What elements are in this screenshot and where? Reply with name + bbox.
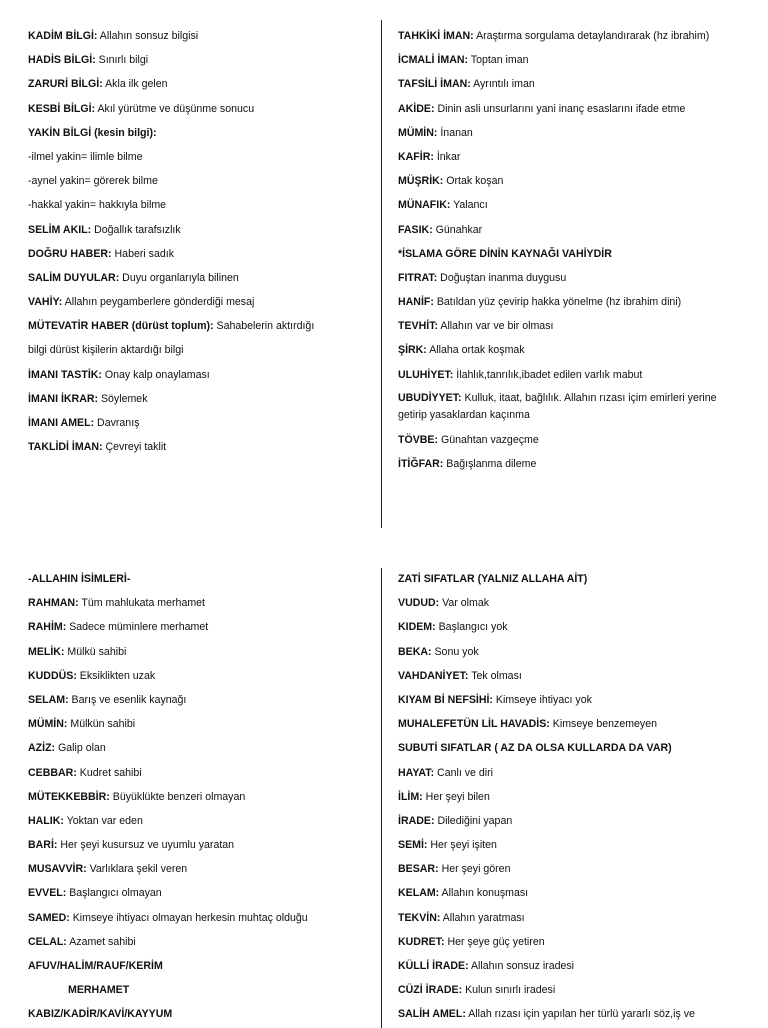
entry-definition: Galip olan (55, 742, 106, 755)
entry-term: KIYAM Bİ NEFSİHİ: (398, 693, 493, 706)
entry-term: MELİK: (28, 645, 65, 658)
entry-definition: Batıldan yüz çevirip hakka yönelme (hz ibrahim dini) (433, 296, 682, 309)
glossary-entry (398, 290, 748, 314)
entry-definition: Ortak koşan (443, 175, 504, 188)
entry-definition: Doğuştan inanma duygusu (437, 271, 567, 284)
entry-definition: Davranış (94, 417, 140, 429)
glossary-entry (398, 193, 748, 217)
column-divider-bottom (381, 568, 382, 1028)
glossary-entry (28, 290, 373, 314)
glossary-entry (28, 193, 373, 217)
entry-term: SAMED: (28, 911, 70, 924)
glossary-entry (398, 688, 748, 712)
glossary-entry (398, 615, 748, 639)
glossary-entry (398, 145, 748, 169)
entry-definition: Her şeyi gören (438, 863, 511, 876)
glossary-entry (28, 785, 373, 809)
entry-term: KABIZ/KADİR/KAVİ/KAYYUM (28, 1008, 173, 1021)
entry-definition: Yoktan var eden (63, 814, 143, 827)
glossary-entry (398, 591, 748, 615)
glossary-entry (398, 857, 748, 881)
glossary-entry (398, 72, 748, 96)
glossary-entry (398, 97, 748, 121)
glossary-entry (398, 785, 748, 809)
entry-definition: Allaha ortak koşmak (426, 344, 525, 357)
entry-term: AKİDE: (398, 102, 435, 115)
entry-definition: Araştırma sorgulama detaylandırarak (hz ibrahim) (473, 30, 710, 42)
glossary-entry (398, 266, 748, 290)
entry-definition: Mülkün sahibi (67, 718, 136, 731)
glossary-entry (398, 387, 748, 428)
entry-term: ŞİRK: (398, 344, 427, 357)
glossary-entry (28, 169, 373, 193)
glossary-entry (398, 314, 748, 338)
glossary-entry (398, 48, 748, 72)
entry-term: VAHİY: (28, 296, 63, 309)
entry-definition: -ilmel yakin= ilimle bilme (28, 150, 143, 163)
glossary-entry (398, 809, 748, 833)
entry-definition: Her şeyi bilen (422, 790, 490, 803)
glossary-entry (28, 314, 373, 338)
entry-definition: Büyüklükte benzeri olmayan (109, 790, 246, 803)
glossary-entry (398, 169, 748, 193)
entry-definition: Tek olması (468, 669, 522, 682)
entry-term: MERHAMET (68, 984, 130, 997)
entry-term: UBUDİYYET: (398, 391, 462, 404)
entry-definition: Başlangıcı yok (435, 621, 508, 634)
glossary-entry (28, 48, 373, 72)
entry-definition: Yalancı (450, 199, 488, 212)
entry-term: EVVEL: (28, 887, 67, 900)
glossary-entry (28, 24, 373, 48)
entry-term: RAHMAN: (28, 597, 79, 610)
entry-definition: Sınırlı bilgi (95, 54, 149, 67)
glossary-entry (28, 688, 373, 712)
entry-term: KAFİR: (398, 150, 434, 163)
entry-term: *İSLAMA GÖRE DİNİN KAYNAĞI VAHİYDİR (398, 247, 612, 260)
glossary-entry (28, 833, 373, 857)
entry-definition: Eksiklikten uzak (76, 669, 156, 682)
glossary-entry (398, 761, 748, 785)
entry-definition: Varlıklara şekil veren (86, 863, 188, 876)
glossary-entry (398, 712, 748, 736)
entry-term: SELAM: (28, 693, 69, 706)
entry-definition: Allahın var ve bir olması (438, 320, 554, 333)
entry-definition: Allahın sonsuz iradesi (468, 960, 575, 972)
entry-definition: Her şeyi işiten (427, 839, 497, 852)
entry-term: CEBBAR: (28, 766, 77, 779)
entry-term: SALİM DUYULAR: (28, 271, 120, 284)
entry-definition: Haberi sadık (111, 247, 174, 260)
glossary-entry (28, 387, 373, 411)
glossary-entry (28, 435, 373, 459)
entry-term: YAKİN BİLGİ (kesin bilgi): (28, 126, 157, 139)
glossary-entry (28, 411, 373, 435)
glossary-entry (398, 978, 748, 1002)
entry-definition: Barış ve esenlik kaynağı (68, 693, 187, 706)
entry-definition: Allahın konuşması (439, 887, 529, 900)
entry-definition: Canlı ve diri (434, 766, 493, 779)
entry-term: KADİM BİLGİ: (28, 30, 98, 42)
glossary-entry (28, 712, 373, 736)
entry-definition: Duyu organlarıyla bilinen (119, 271, 239, 284)
entry-term: FITRAT: (398, 271, 438, 284)
glossary-entry (28, 218, 373, 242)
entry-term: CELAL: (28, 935, 67, 948)
glossary-entry (28, 736, 373, 760)
entry-term: İCMALİ İMAN: (398, 54, 469, 67)
glossary-entry (398, 930, 748, 954)
entry-definition: Onay kalp onaylaması (101, 368, 210, 381)
glossary-entry (28, 97, 373, 121)
entry-term: HALIK: (28, 814, 64, 827)
entry-term: HAYAT: (398, 766, 435, 779)
entry-term: BARİ: (28, 839, 58, 852)
glossary-entry (28, 809, 373, 833)
entry-term: MUSAVVİR: (28, 863, 87, 876)
entry-term: İMANI İKRAR: (28, 392, 99, 405)
entry-term: ZATİ SIFATLAR (YALNIZ ALLAHA AİT) (398, 573, 588, 585)
entry-definition: Var olmak (439, 597, 490, 610)
entry-term: VAHDANİYET: (398, 669, 469, 682)
entry-definition: Akıl yürütme ve düşünme sonucu (95, 102, 255, 115)
entry-term: AZİZ: (28, 742, 56, 755)
entry-definition: Toptan iman (468, 54, 529, 67)
glossary-entry (28, 954, 373, 978)
entry-definition: Kimseye ihtiyacı olmayan herkesin muhtaç olduğu (69, 911, 308, 924)
glossary-entry (398, 736, 748, 760)
entry-term: SUBUTİ SIFATLAR ( AZ DA OLSA KULLARDA DA VAR) (398, 742, 672, 755)
entry-term: HANİF: (398, 296, 434, 309)
glossary-entry (398, 218, 748, 242)
glossary-entry (28, 857, 373, 881)
top-right-glossary (398, 24, 748, 476)
entry-term: -ALLAHIN İSİMLERİ- (28, 573, 131, 585)
entry-definition: Kimseye benzemeyen (549, 718, 658, 731)
glossary-entry (28, 363, 373, 387)
entry-term: HADİS BİLGİ: (28, 54, 96, 67)
glossary-entry (398, 121, 748, 145)
entry-definition: Her şeyi kusursuz ve uyumlu yaratan (57, 839, 235, 852)
glossary-entry (398, 428, 748, 452)
entry-term: TEKVİN: (398, 911, 441, 924)
entry-term: CÜZİ İRADE: (398, 984, 463, 997)
entry-definition: Ayrıntılı iman (470, 78, 535, 91)
glossary-entry (398, 906, 748, 930)
entry-term: KUDDÜS: (28, 669, 77, 682)
entry-definition: Bağışlanma dileme (443, 458, 537, 470)
entry-term: AFUV/HALİM/RAUF/KERİM (28, 960, 163, 972)
glossary-entry (28, 567, 373, 591)
entry-definition: Kulun sınırlı iradesi (462, 984, 556, 997)
entry-definition: Allah rızası için yapılan her türlü yararlı söz,iş ve (465, 1008, 695, 1021)
glossary-entry (398, 1002, 748, 1026)
entry-term: ULUHİYET: (398, 368, 454, 381)
entry-definition: Her şeye güç yetiren (444, 935, 545, 948)
entry-definition: Allahın yaratması (440, 911, 525, 924)
glossary-entry (398, 954, 748, 978)
glossary-entry (28, 615, 373, 639)
entry-term: İRADE: (398, 814, 435, 827)
entry-definition: Kimseye ihtiyacı yok (492, 693, 592, 706)
entry-term: BEKA: (398, 645, 432, 658)
entry-term: MÜTEVATİR HABER (dürüst toplum): (28, 320, 214, 333)
glossary-entry (398, 640, 748, 664)
entry-term: KELAM: (398, 887, 440, 900)
entry-term: MUHALEFETÜN LİL HAVADİS: (398, 718, 550, 731)
entry-term: SALİH AMEL: (398, 1008, 466, 1021)
glossary-entry (28, 1002, 373, 1026)
glossary-entry (398, 338, 748, 362)
entry-term: DOĞRU HABER: (28, 247, 112, 260)
entry-definition: Dilediğini yapan (434, 814, 513, 827)
entry-term: SEMİ: (398, 839, 428, 852)
entry-definition: Çevreyi taklit (102, 441, 167, 454)
column-divider-top (381, 20, 382, 528)
top-left-glossary (28, 24, 373, 459)
glossary-entry (398, 567, 748, 591)
entry-definition: İlahlık,tanrılık,ibadet edilen varlık mabut (453, 368, 643, 381)
entry-definition: Sahabelerin aktırdığı (213, 320, 315, 333)
entry-definition: İnkar (433, 150, 461, 163)
entry-term: MÜMİN: (398, 126, 438, 139)
glossary-entry (398, 363, 748, 387)
entry-term: TEVHİT: (398, 320, 439, 333)
entry-definition: Başlangıcı olmayan (66, 887, 162, 900)
entry-definition: Akla ilk gelen (102, 78, 168, 91)
glossary-entry (28, 145, 373, 169)
glossary-entry (28, 72, 373, 96)
entry-term: KESBİ BİLGİ: (28, 102, 96, 115)
entry-term: MÜŞRİK: (398, 175, 444, 188)
entry-definition: İnanan (437, 126, 473, 139)
entry-definition: Söylemek (98, 392, 148, 405)
entry-definition: Allahın peygamberlere gönderdiği mesaj (62, 296, 255, 309)
glossary-entry (28, 906, 373, 930)
bottom-right-attributes (398, 567, 748, 1027)
glossary-entry (28, 881, 373, 905)
glossary-entry (28, 978, 373, 1002)
glossary-entry (28, 640, 373, 664)
entry-term: MÜTEKKEBBİR: (28, 790, 110, 803)
glossary-entry (398, 242, 748, 266)
entry-definition: Sonu yok (431, 645, 479, 658)
entry-term: ZARURİ BİLGİ: (28, 78, 103, 91)
entry-term: VUDUD: (398, 597, 440, 610)
entry-term: TAFSİLİ İMAN: (398, 78, 471, 91)
glossary-entry (398, 452, 748, 476)
entry-definition: Doğallık tarafsızlık (91, 223, 181, 236)
glossary-entry (398, 833, 748, 857)
entry-definition: bilgi dürüst kişilerin aktardığı bilgi (28, 344, 184, 357)
entry-definition: Mülkü sahibi (64, 645, 127, 658)
glossary-entry (28, 242, 373, 266)
entry-term: RAHİM: (28, 621, 67, 634)
glossary-entry (28, 338, 373, 362)
glossary-entry (28, 121, 373, 145)
entry-definition: Tüm mahlukata merhamet (78, 597, 205, 610)
entry-term: TÖVBE: (398, 433, 439, 446)
entry-term: İTİĞFAR: (398, 458, 444, 470)
entry-term: BESAR: (398, 863, 439, 876)
glossary-entry (28, 664, 373, 688)
entry-definition: Dinin asli unsurlarını yani inanç esaslarını ifade etme (434, 102, 686, 115)
entry-term: KUDRET: (398, 935, 445, 948)
entry-term: İMANI AMEL: (28, 417, 95, 429)
entry-term: KIDEM: (398, 621, 436, 634)
entry-term: TAKLİDİ İMAN: (28, 441, 103, 454)
glossary-entry (28, 930, 373, 954)
entry-term: SELİM AKIL: (28, 223, 92, 236)
entry-definition: Azamet sahibi (66, 935, 136, 948)
entry-term: KÜLLİ İRADE: (398, 960, 469, 972)
entry-term: MÜMİN: (28, 718, 68, 731)
entry-term: FASIK: (398, 223, 433, 236)
glossary-entry (398, 24, 748, 48)
entry-term: İMANI TASTİK: (28, 368, 102, 381)
entry-term: İLİM: (398, 790, 423, 803)
glossary-entry (398, 664, 748, 688)
glossary-entry (398, 881, 748, 905)
glossary-entry (28, 591, 373, 615)
entry-definition: Allahın sonsuz bilgisi (97, 30, 199, 42)
entry-definition: -hakkal yakin= hakkıyla bilme (28, 199, 167, 212)
entry-definition: Günahtan vazgeçme (438, 433, 539, 446)
glossary-entry (28, 761, 373, 785)
glossary-entry (28, 266, 373, 290)
entry-term: TAHKİKİ İMAN: (398, 30, 474, 42)
entry-definition: Kudret sahibi (76, 766, 142, 779)
bottom-left-names-of-allah (28, 567, 373, 1027)
entry-term: MÜNAFIK: (398, 199, 451, 212)
entry-definition: Kulluk, itaat, bağlılık. Allahın rızası içim emirleri yerine getirip yasaklardan kaçınma (398, 391, 717, 421)
entry-definition: -aynel yakin= görerek bilme (28, 175, 158, 188)
entry-definition: Günahkar (432, 223, 483, 236)
entry-definition: Sadece müminlere merhamet (66, 621, 209, 634)
